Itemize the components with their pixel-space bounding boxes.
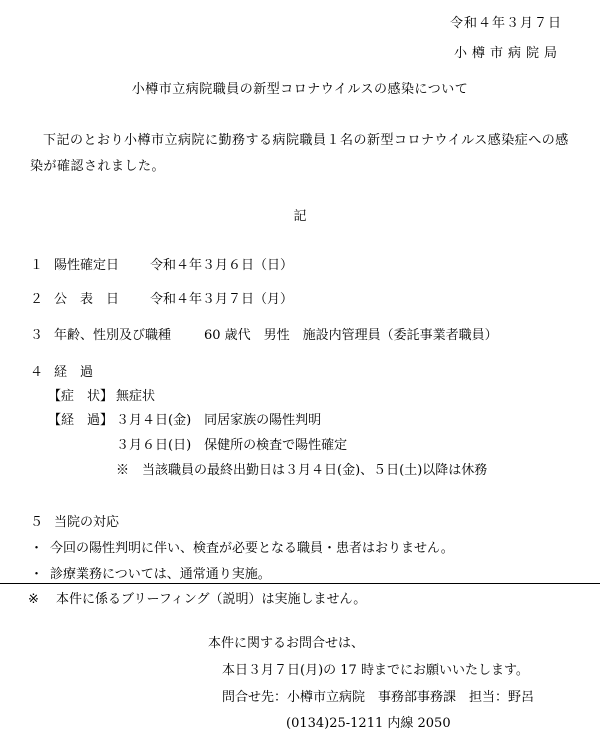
item-4-label: 経 過 xyxy=(54,365,94,380)
item-3-label: 年齢、性別及び職種 xyxy=(54,328,172,343)
issuing-organization: 小樽市病院局 xyxy=(453,46,562,61)
briefing-note: 本件に係るブリーフィング（説明）は実施しません。 xyxy=(56,592,367,607)
keika-line-2: ３月６日(日) 保健所の検査で陽性確定 xyxy=(116,438,348,453)
section-divider xyxy=(0,583,600,584)
item-5-label: 当院の対応 xyxy=(54,515,120,530)
response-bullet-1: 今回の陽性判明に伴い、検査が必要となる職員・患者はおりません。 xyxy=(50,541,454,556)
bullet-mark: ・ xyxy=(30,567,44,582)
item-5-number: ５ xyxy=(30,515,44,530)
keika-label: 【経 過】 xyxy=(48,413,114,428)
item-1-value: 令和４年３月６日（日） xyxy=(150,258,294,273)
item-3-value: 60 歳代 男性 施設内管理員（委託事業者職員） xyxy=(204,328,498,343)
contact-line-3: 問合せ先：小樽市立病院 事務部事務課 担当：野呂 xyxy=(222,690,535,705)
item-3-number: ３ xyxy=(30,328,44,343)
item-4-number: ４ xyxy=(30,365,44,380)
response-bullet-2: 診療業務については、通常通り実施。 xyxy=(50,567,271,582)
item-2-label: 公 表 日 xyxy=(54,292,120,307)
intro-paragraph: 下記のとおり小樽市立病院に勤務する病院職員１名の新型コロナウイルス感染症への感染が確認されました。 xyxy=(30,133,569,174)
symptom-label: 【症 状】 xyxy=(48,389,114,404)
bullet-mark: ・ xyxy=(30,541,44,556)
ki-heading: 記 xyxy=(293,209,307,224)
contact-line-2: 本日３月７日(月)の 17 時までにお願いいたします。 xyxy=(222,663,529,678)
contact-line-1: 本件に関するお問合せは、 xyxy=(208,636,365,651)
document-date: 令和４年３月７日 xyxy=(449,16,562,31)
item-2-number: ２ xyxy=(30,292,44,307)
symptom-value: 無症状 xyxy=(116,389,156,404)
keika-note: ※ 当該職員の最終出勤日は３月４日(金)、５日(土)以降は休務 xyxy=(116,463,488,478)
keika-line-1: ３月４日(金) 同居家族の陽性判明 xyxy=(116,413,322,428)
document-title: 小樽市立病院職員の新型コロナウイルスの感染について xyxy=(131,82,469,97)
item-1-number: １ xyxy=(30,258,44,273)
item-1-label: 陽性確定日 xyxy=(54,258,120,273)
note-mark: ※ xyxy=(28,592,39,607)
contact-phone: (0134)25-1211 内線 2050 xyxy=(286,716,451,731)
item-2-value: 令和４年３月７日（月） xyxy=(150,292,294,307)
